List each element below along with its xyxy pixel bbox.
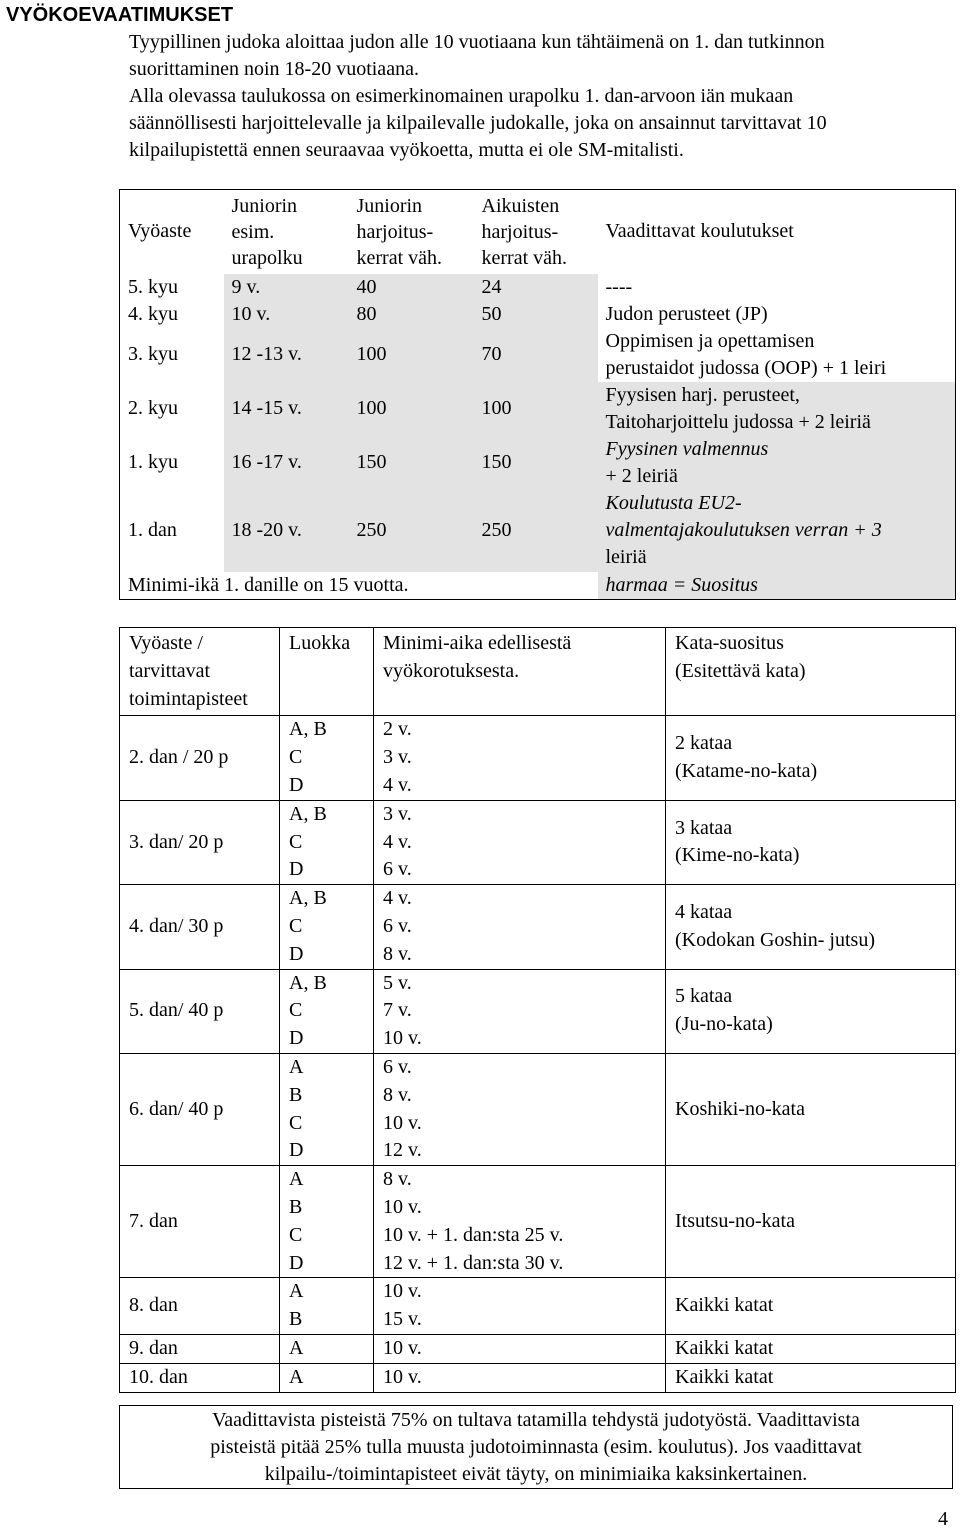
training-line: leiriä bbox=[605, 546, 647, 568]
junior-cell: 40 bbox=[349, 274, 474, 301]
class-cell: A, B bbox=[280, 885, 374, 913]
age-cell: 16 -17 v. bbox=[224, 436, 349, 490]
table-footer-row bbox=[120, 572, 956, 600]
training-line: + 2 leiriä bbox=[605, 464, 678, 487]
kata-line: (Ju-no-kata) bbox=[675, 1013, 773, 1036]
kata-cell bbox=[666, 885, 956, 969]
class-cell: C bbox=[280, 1222, 374, 1250]
grade-cell: 4. dan/ 30 p bbox=[120, 885, 280, 969]
table-row bbox=[120, 969, 956, 997]
class-cell: D bbox=[280, 1137, 374, 1165]
header-junior-sessions bbox=[349, 190, 474, 274]
header-line: Vyöaste / bbox=[129, 632, 203, 654]
time-cell: 10 v. + 1. dan:sta 25 v. bbox=[374, 1222, 666, 1250]
table-row bbox=[120, 1166, 956, 1194]
minimum-age-note: Minimi-ikä 1. danille on 15 vuotta. bbox=[128, 573, 409, 596]
dan-grade-table bbox=[119, 627, 956, 1393]
header-grade bbox=[120, 628, 280, 716]
age-cell: 9 v. bbox=[224, 274, 349, 301]
time-cell: 4 v. bbox=[374, 772, 666, 800]
kata-cell: Kaikki katat bbox=[666, 1334, 956, 1363]
header-line: Juniorin bbox=[356, 194, 423, 217]
training-cell: Judon perusteet (JP) bbox=[605, 302, 768, 325]
header-line: (Esitettävä kata) bbox=[675, 659, 806, 682]
kata-line: 5 kataa bbox=[675, 985, 733, 1008]
intro-line: kilpailupistettä ennen seuraavaa vyökoetta, mutta ei ole SM-mitalisti. bbox=[129, 139, 684, 161]
class-cell: C bbox=[280, 829, 374, 857]
class-cell: A bbox=[280, 1278, 374, 1306]
training-cell bbox=[598, 490, 956, 572]
training-cell: ---- bbox=[605, 275, 633, 298]
age-cell: 10 v. bbox=[224, 301, 349, 328]
header-line: harjoitus- bbox=[481, 220, 559, 243]
class-cell: C bbox=[280, 913, 374, 941]
junior-cell: 100 bbox=[349, 328, 474, 382]
kata-line: (Katame-no-kata) bbox=[675, 760, 818, 783]
kata-cell: Itsutsu-no-kata bbox=[666, 1166, 956, 1278]
class-cell: B bbox=[280, 1082, 374, 1110]
class-cell: C bbox=[280, 997, 374, 1025]
class-cell: C bbox=[280, 1110, 374, 1138]
table-row bbox=[120, 1334, 956, 1363]
header-line: vyökorotuksesta. bbox=[383, 659, 520, 682]
class-cell: B bbox=[280, 1194, 374, 1222]
training-line: valmentajakoulutuksen verran + 3 bbox=[605, 519, 882, 541]
kata-cell bbox=[666, 800, 956, 884]
grade-cell: 10. dan bbox=[120, 1363, 280, 1392]
table-row bbox=[120, 1363, 956, 1392]
class-cell: A bbox=[280, 1166, 374, 1194]
class-cell: A bbox=[280, 1053, 374, 1081]
adult-cell: 70 bbox=[474, 328, 598, 382]
training-cell bbox=[598, 436, 956, 490]
header-class: Luokka bbox=[280, 628, 374, 716]
class-cell: A bbox=[280, 1363, 374, 1392]
table-header-row bbox=[120, 628, 956, 716]
class-cell: A, B bbox=[280, 716, 374, 744]
header-kata bbox=[666, 628, 956, 716]
grade-cell: 6. dan/ 40 p bbox=[120, 1053, 280, 1165]
table-row bbox=[120, 885, 956, 913]
table-row bbox=[120, 1278, 956, 1306]
points-note-box bbox=[119, 1405, 953, 1489]
grade-cell: 9. dan bbox=[120, 1334, 280, 1363]
junior-cell: 150 bbox=[349, 436, 474, 490]
header-line: toimintapisteet bbox=[129, 687, 248, 710]
age-cell: 18 -20 v. bbox=[224, 490, 349, 572]
time-cell: 6 v. bbox=[374, 913, 666, 941]
kata-cell: Kaikki katat bbox=[666, 1363, 956, 1392]
time-cell: 4 v. bbox=[374, 829, 666, 857]
page-number: 4 bbox=[938, 1508, 948, 1530]
header-junior-path bbox=[224, 190, 349, 274]
training-line: Koulutusta EU2- bbox=[605, 492, 742, 514]
kata-line: 3 kataa bbox=[675, 816, 733, 839]
class-cell: D bbox=[280, 856, 374, 884]
age-cell: 12 -13 v. bbox=[224, 328, 349, 382]
time-cell: 8 v. bbox=[374, 1082, 666, 1110]
adult-cell: 100 bbox=[474, 382, 598, 436]
header-line: Minimi-aika edellisestä bbox=[383, 632, 572, 654]
junior-cell: 100 bbox=[349, 382, 474, 436]
kata-line: (Kime-no-kata) bbox=[675, 844, 800, 867]
header-line: Juniorin bbox=[231, 194, 298, 217]
intro-line: Alla olevassa taulukossa on esimerkinomainen urapolku 1. dan-arvoon iän mukaan bbox=[129, 85, 794, 107]
time-cell: 2 v. bbox=[374, 716, 666, 744]
time-cell: 10 v. bbox=[374, 1363, 666, 1392]
grade-cell: 8. dan bbox=[120, 1278, 280, 1335]
table-header-row bbox=[120, 190, 956, 274]
class-cell: A, B bbox=[280, 969, 374, 997]
kata-cell bbox=[666, 716, 956, 800]
grade-cell: 2. dan / 20 p bbox=[120, 716, 280, 800]
intro-line: säännöllisesti harjoittelevalle ja kilpailevalle judokalle, joka on ansainnut tarvittavat 10 bbox=[129, 112, 827, 134]
time-cell: 5 v. bbox=[374, 969, 666, 997]
class-cell: D bbox=[280, 941, 374, 969]
intro-line: Tyypillinen judoka aloittaa judon alle 10 vuotiaana kun tähtäimenä on 1. dan tutkinnon bbox=[129, 31, 825, 53]
table-row bbox=[120, 1053, 956, 1081]
header-line: tarvittavat bbox=[129, 659, 211, 682]
header-required-training: Vaadittavat koulutukset bbox=[605, 220, 794, 243]
table-row bbox=[120, 436, 956, 490]
time-cell: 10 v. bbox=[374, 1025, 666, 1053]
class-cell: A, B bbox=[280, 800, 374, 828]
header-line: kerrat väh. bbox=[356, 246, 443, 269]
kata-line: (Kodokan Goshin- jutsu) bbox=[675, 928, 875, 951]
class-cell: A bbox=[280, 1334, 374, 1363]
junior-cell: 250 bbox=[349, 490, 474, 572]
page-title: VYÖKOEVAATIMUKSET bbox=[6, 4, 234, 26]
time-cell: 10 v. bbox=[374, 1278, 666, 1306]
kata-line: 2 kataa bbox=[675, 732, 733, 755]
header-min-time bbox=[374, 628, 666, 716]
grade-cell: 5. dan/ 40 p bbox=[120, 969, 280, 1053]
note-line: Vaadittavista pisteistä 75% on tultava tatamilla tehdystä judotyöstä. Vaadittavista bbox=[212, 1409, 860, 1431]
training-line: perustaidot judossa (OOP) + 1 leiri bbox=[605, 356, 887, 379]
time-cell: 12 v. bbox=[374, 1137, 666, 1165]
class-cell: D bbox=[280, 1025, 374, 1053]
training-line: Fyysinen valmennus bbox=[605, 437, 769, 460]
note-line: pisteistä pitää 25% tulla muusta judotoiminnasta (esim. koulutus). Jos vaadittavat bbox=[210, 1436, 862, 1458]
time-cell: 8 v. bbox=[374, 941, 666, 969]
kata-cell bbox=[666, 969, 956, 1053]
header-line: esim. bbox=[231, 220, 275, 243]
belt-cell: 3. kyu bbox=[128, 343, 178, 365]
grade-cell: 3. dan/ 20 p bbox=[120, 800, 280, 884]
time-cell: 7 v. bbox=[374, 997, 666, 1025]
kata-cell: Koshiki-no-kata bbox=[666, 1053, 956, 1165]
intro-line: suorittaminen noin 18-20 vuotiaana. bbox=[129, 58, 419, 80]
header-line: kerrat väh. bbox=[481, 246, 568, 269]
belt-cell: 2. kyu bbox=[128, 397, 178, 419]
training-line: Taitoharjoittelu judossa + 2 leiriä bbox=[605, 410, 871, 433]
time-cell: 10 v. bbox=[374, 1194, 666, 1222]
junior-cell: 80 bbox=[349, 301, 474, 328]
header-line: Kata-suositus bbox=[675, 632, 784, 654]
adult-cell: 24 bbox=[474, 274, 598, 301]
belt-cell: 5. kyu bbox=[128, 275, 178, 298]
grade-cell: 7. dan bbox=[120, 1166, 280, 1278]
time-cell: 10 v. bbox=[374, 1110, 666, 1138]
age-cell: 14 -15 v. bbox=[224, 382, 349, 436]
belt-cell: 4. kyu bbox=[128, 302, 178, 325]
time-cell: 8 v. bbox=[374, 1166, 666, 1194]
class-cell: D bbox=[280, 1250, 374, 1278]
class-cell: C bbox=[280, 744, 374, 772]
header-line: harjoitus- bbox=[356, 220, 434, 243]
time-cell: 15 v. bbox=[374, 1306, 666, 1334]
time-cell: 12 v. + 1. dan:sta 30 v. bbox=[374, 1250, 666, 1278]
table-row bbox=[120, 382, 956, 436]
table-row bbox=[120, 301, 956, 328]
time-cell: 3 v. bbox=[374, 744, 666, 772]
note-line: kilpailu-/toimintapisteet eivät täyty, on minimiaika kaksinkertainen. bbox=[264, 1463, 808, 1485]
adult-cell: 150 bbox=[474, 436, 598, 490]
kata-cell: Kaikki katat bbox=[666, 1278, 956, 1335]
time-cell: 4 v. bbox=[374, 885, 666, 913]
header-line: urapolku bbox=[231, 246, 303, 269]
table-row bbox=[120, 328, 956, 382]
header-adult-sessions bbox=[474, 190, 598, 274]
intro-text bbox=[129, 29, 949, 164]
time-cell: 10 v. bbox=[374, 1334, 666, 1363]
table-row bbox=[120, 800, 956, 828]
legend-gray-recommendation: harmaa = Suositus bbox=[598, 572, 956, 600]
table-row bbox=[120, 716, 956, 744]
career-path-table bbox=[119, 189, 956, 600]
table-row bbox=[120, 274, 956, 301]
training-line: Fyysisen harj. perusteet, bbox=[605, 383, 800, 406]
training-line: Oppimisen ja opettamisen bbox=[605, 329, 815, 352]
header-line: Aikuisten bbox=[481, 194, 560, 217]
training-cell bbox=[598, 328, 956, 382]
belt-cell: 1. kyu bbox=[128, 451, 178, 473]
adult-cell: 50 bbox=[474, 301, 598, 328]
time-cell: 6 v. bbox=[374, 1053, 666, 1081]
class-cell: D bbox=[280, 772, 374, 800]
class-cell: B bbox=[280, 1306, 374, 1334]
belt-cell: 1. dan bbox=[128, 519, 177, 541]
training-cell bbox=[598, 382, 956, 436]
kata-line: 4 kataa bbox=[675, 901, 733, 924]
adult-cell: 250 bbox=[474, 490, 598, 572]
header-belt: Vyöaste bbox=[128, 220, 192, 243]
table-row bbox=[120, 490, 956, 572]
time-cell: 6 v. bbox=[374, 856, 666, 884]
time-cell: 3 v. bbox=[374, 800, 666, 828]
